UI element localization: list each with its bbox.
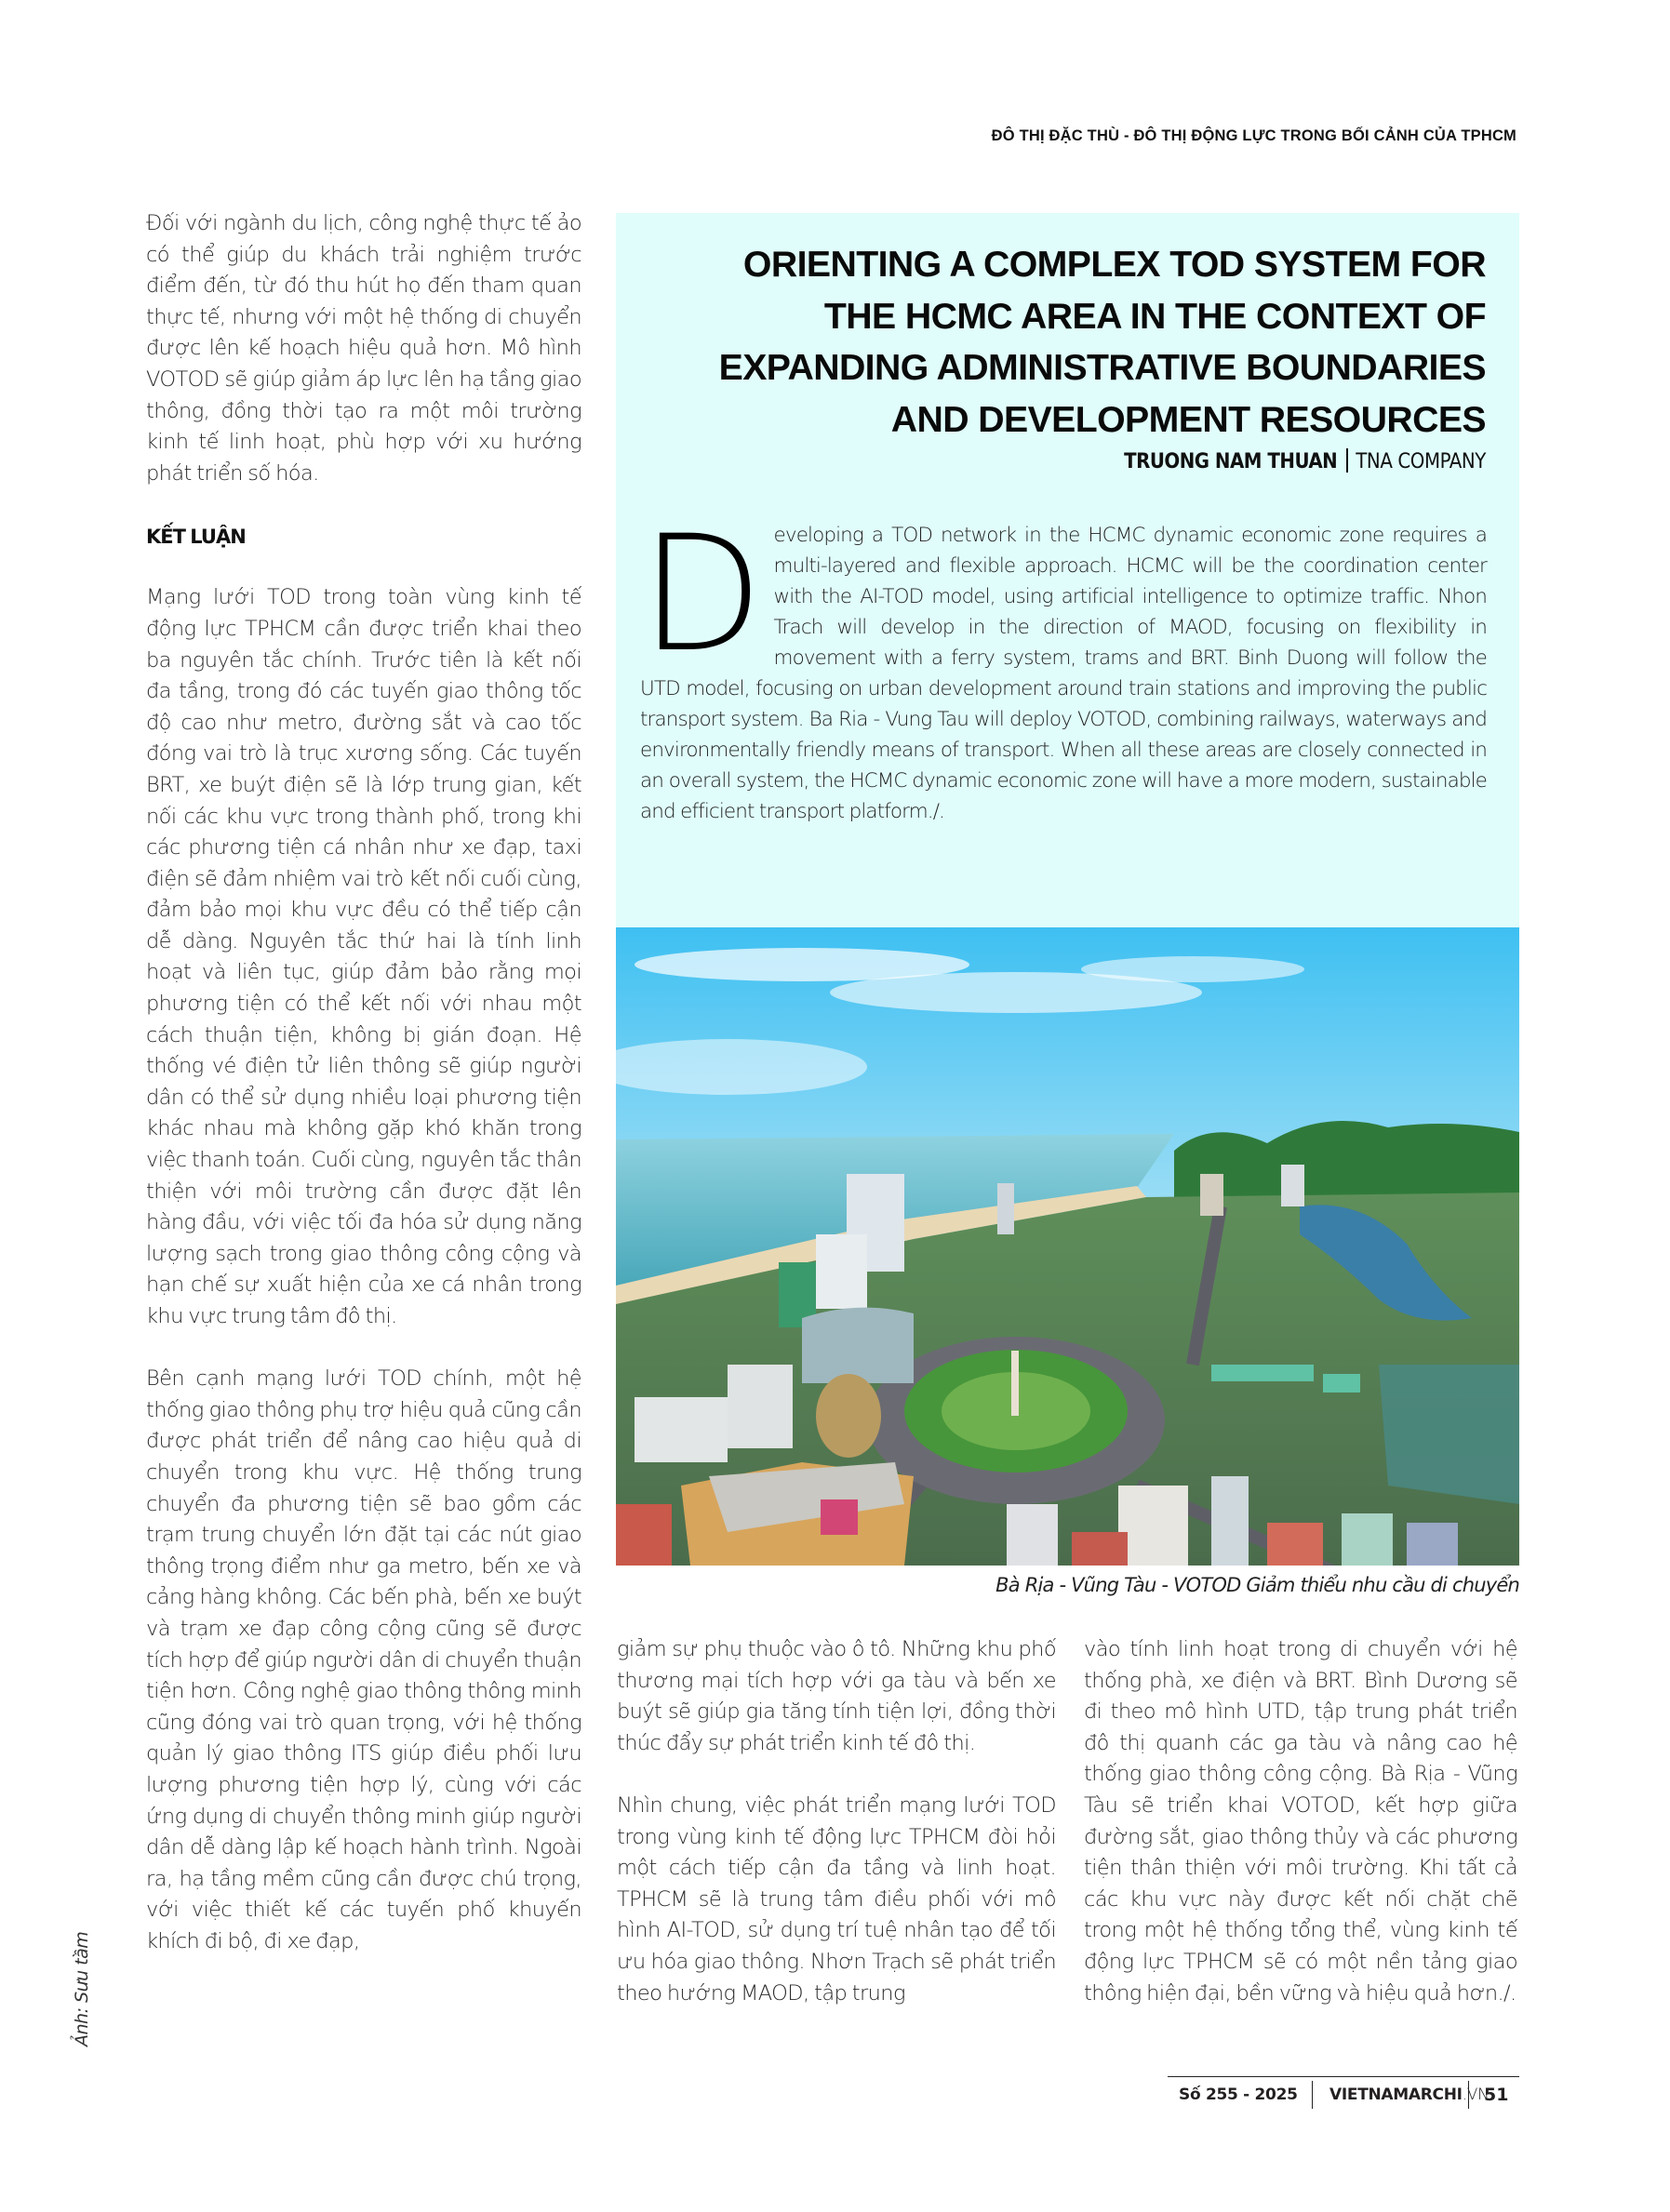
article-title: [603, 239, 1486, 446]
right-paragraph-1: vào tính linh hoạt trong di chuyển với hệ thống phà, xe điện và BRT. Bình Dương sẽ đi theo mô hình UTD, tập trung phát triển đô thị quanh các ga tàu và nâng cao hệ thống giao thông công cộng. Bà Rịa - Vũng Tàu sẽ triển khai VOTOD, kết hợp giữa đường sắt, giao thông thủy và các phương tiện thân thiện với môi trường. Khi tất cả các khu vực này được kết nối chặt chẽ trong một hệ thống tổng thể, vùng kinh tế động lực TPHCM sẽ có một nền tảng giao thông hiện đại, bền vững và hiệu quả hơn./.: [1084, 1637, 1517, 2005]
conclusion-paragraph-2: Bên cạnh mạng lưới TOD chính, một hệ thống giao thông phụ trợ hiệu quả cũng cần được phát triển để nâng cao hiệu quả di chuyển trong khu vực. Hệ thống trung chuyển đa phương tiện sẽ bao gồm các trạm trung chuyển lớn đặt tại các nút giao thông trọng điểm như ga metro, bến xe và cảng hàng không. Các bến phà, bến xe buýt và trạm xe đạp công cộng cũng sẽ được tích hợp để giúp người dân di chuyển thuận tiện hơn. Công nghệ giao thông thông minh cũng đóng vai trò quan trọng, với hệ thống quản lý giao thông ITS giúp điều phối lưu lượng phương tiện hợp lý, cùng với các ứng dụng di chuyển thông minh giúp người dân dễ dàng lập kế hoạch hành trình. Ngoài ra, hạ tầng mềm cũng cần được chú trọng, với việc thiết kế các tuyến phố khuyến khích đi bộ, đi xe đạp,: [146, 1366, 581, 1953]
english-summary-box: [616, 213, 1519, 927]
title-line: EXPANDING ADMINISTRATIVE BOUNDARIES: [718, 348, 1486, 388]
left-column: [146, 208, 581, 1957]
author-name: TRUONG NAM THUAN: [1124, 450, 1338, 473]
abstract-text: eveloping a TOD network in the HCMC dynamic economic zone requires a multi-layered and flexible approach. HCMC will be the coordination center with the AI-TOD model, using artificial intelligence to optimize traffic. Nhon Trach will develop in the direction of MAOD, focusing on flexibility in movement with a ferry system, trams and BRT. Binh Duong will follow the UTD model, focusing on urban development around train stations and improving the public transport system. Ba Ria - Vung Tau will deploy VOTOD, combining railways, waterways and environmentally friendly means of transport. When all these areas are closely connected in an overall system, the HCMC dynamic economic zone will have a more modern, sustainable and efficient transport platform./.: [640, 524, 1487, 823]
middle-paragraph-1: giảm sự phụ thuộc vào ô tô. Những khu phố thương mại tích hợp với ga tàu và bến xe buýt sẽ giúp gia tăng tính tiện lợi, đồng thời thúc đẩy sự phát triển kinh tế đô thị.: [617, 1637, 1056, 1755]
byline-divider: [1346, 448, 1348, 473]
site-name-text: VIETNAMARCHI: [1329, 2085, 1463, 2104]
title-line: THE HCMC AREA IN THE CONTEXT OF: [823, 296, 1486, 337]
site-tld: .VN: [1462, 2085, 1490, 2104]
photo-caption: Bà Rịa - Vũng Tàu - VOTOD Giảm thiểu nhu cầu di chuyển: [995, 1574, 1519, 1596]
drop-cap: D: [640, 500, 763, 687]
intro-paragraph: Đối với ngành du lịch, công nghệ thực tế ảo có thể giúp du khách trải nghiệm trước điểm đến, từ đó thu hút họ đến tham quan thực tế, nhưng với một hệ thống di chuyển được lên kế hoạch hiệu quả hơn. Mô hình VOTOD sẽ giúp giảm áp lực lên hạ tầng giao thông, đồng thời tạo ra một môi trường kinh tế linh hoạt, phù hợp với xu hướng phát triển số hóa.: [146, 211, 581, 486]
photo-credit: Ảnh: Sưu tầm: [72, 1931, 92, 2046]
middle-paragraph-2: Nhìn chung, việc phát triển mạng lưới TOD trong vùng kinh tế động lực TPHCM đòi hỏi một cách tiếp cận đa tầng và linh hoạt. TPHCM sẽ là trung tâm điều phối với mô hình AI-TOD, sử dụng trí tuệ nhân tạo để tối ưu hóa giao thông. Nhơn Trạch sẽ phát triển theo hướng MAOD, tập trung: [617, 1792, 1056, 2005]
page-footer: [1168, 2076, 1519, 2105]
abstract: [640, 500, 1487, 827]
section-heading: KẾT LUẬN: [146, 526, 246, 549]
conclusion-paragraph-1: Mạng lưới TOD trong toàn vùng kinh tế động lực TPHCM cần được triển khai theo ba nguyên tắc chính. Trước tiên là kết nối đa tầng, trong đó các tuyến giao thông tốc độ cao như metro, đường sắt và cao tốc đóng vai trò là trục xương sống. Các tuyến BRT, xe buýt điện sẽ là lớp trung gian, kết nối các khu vực trong thành phố, trong khi các phương tiện cá nhân như xe đạp, taxi điện sẽ đảm nhiệm vai trò kết nối cuối cùng, đảm bảo mọi khu vực đều có thể tiếp cận dễ dàng. Nguyên tắc thứ hai là tính linh hoạt và liên tục, giúp đảm bảo rằng mọi phương tiện có thể kết nối với nhau một cách thuận tiện, không bị gián đoạn. Hệ thống vé điện tử liên thông sẽ giúp người dân có thể sử dụng nhiều loại phương tiện khác nhau mà không gặp khó khăn trong việc thanh toán. Cuối cùng, nguyên tắc thân thiện với môi trường cần được đặt lên hàng đầu, với việc tối đa hóa sử dụng năng lượng sạch trong giao thông công cộng và hạn chế sự xuất hiện của xe cá nhân trong khu vực trung tâm đô thị.: [146, 585, 581, 1328]
photo-illustration: [616, 927, 1519, 1566]
byline: [1124, 448, 1486, 473]
page-number: 51: [1468, 2081, 1508, 2109]
middle-column: [617, 1634, 1056, 2009]
author-company: TNA COMPANY: [1356, 450, 1486, 473]
right-column: [1084, 1634, 1517, 2009]
title-line: ORIENTING A COMPLEX TOD SYSTEM FOR: [742, 245, 1486, 285]
aerial-city-photo: [616, 927, 1519, 1566]
title-line: AND DEVELOPMENT RESOURCES: [890, 399, 1486, 440]
site-name: [1312, 2081, 1490, 2109]
running-head: ĐÔ THỊ ĐẶC THÙ - ĐÔ THỊ ĐỘNG LỰC TRONG BỐI CẢNH CỦA TPHCM: [991, 127, 1516, 144]
issue-number: Số 255 - 2025: [1179, 2085, 1298, 2104]
